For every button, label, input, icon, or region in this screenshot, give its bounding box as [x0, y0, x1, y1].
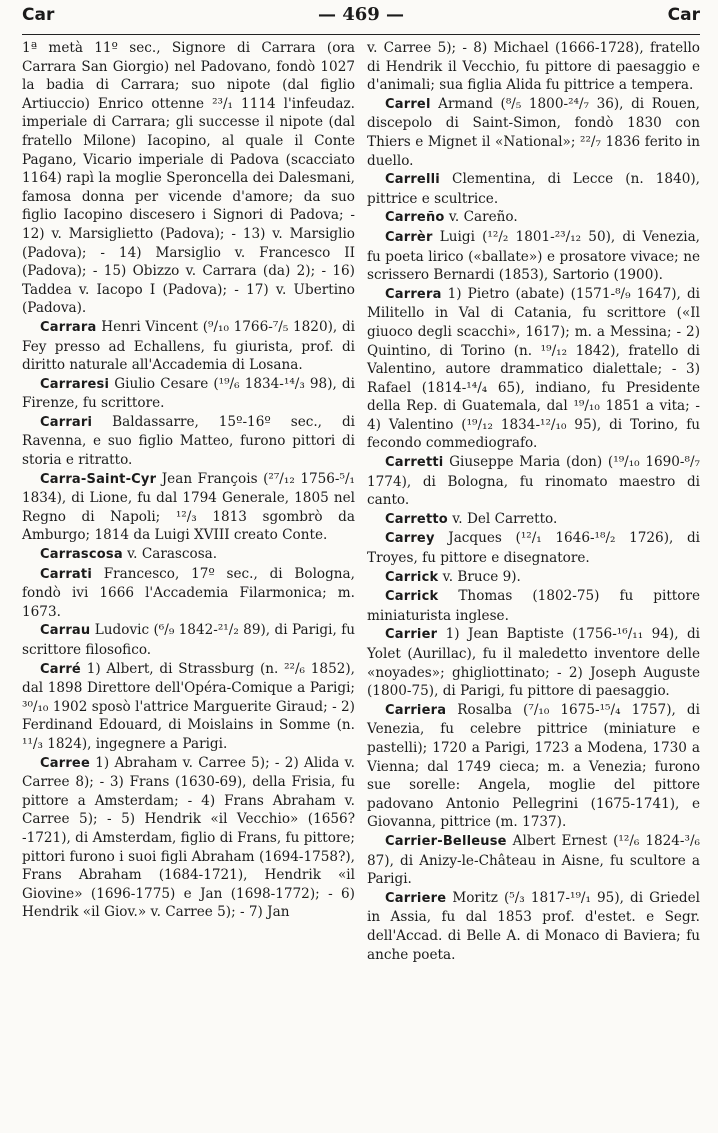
- entry-headword: Carrier: [385, 627, 438, 643]
- dictionary-entry: [367, 701, 700, 832]
- entry-text: Albert Ernest (¹²/₆ 1824-³/₆ 87), di Anizy-le-Château in Aisne, fu scultore a Parigi.: [367, 832, 700, 888]
- entry-text: 1ª metà 11º sec., Signore di Carrara (ora Carrara San Giorgio) nel Padovano, fondò 1027 la badia di Carrara; suo nipote (dal figlio Artiuccio) Enrico ottenne ²³/₁ 1114 l'infeudaz. imperiale di Carrara; gli successe il nipote (dal fratello Milone) Iacopino, al quale il Conte Pagano, Vicario imperiale di Padova (scacciato 1164) rapì la moglie Speroncella dei Dalesmani, famosa donna per vicende d'amore; da suo figlio Iacopino discesero i Signori di Padova; - 12) v. Marsiglietto (Padova); - 13) v. Marsiglio (Padova); - 14) Marsiglio v. Francesco II (Padova); - 15) Obizzo v. Carrara (da) 2); - 16) Taddea v. Iacopo I (Padova); - 17) v. Ubertino (Padova).: [22, 40, 355, 317]
- dictionary-entry: [22, 318, 355, 375]
- dictionary-entry: [367, 529, 700, 567]
- entry-text: v. Bruce 9).: [438, 568, 521, 585]
- dictionary-entry: [367, 587, 700, 625]
- entry-text: 1) Abraham v. Carree 5); - 2) Alida v. Carree 8); - 3) Frans (1630-69), della Frisia, fu pittore a Amsterdam; - 4) Frans Abraham v. Carree 5); - 5) Hendrik «il Vecchio» (1656?-1721), di Amsterdam, figlio di Frans, fu pittore; pittori furono i suoi figli Abraham (1694-1758?), Frans Abraham (1684-1721), Hendrik «il Giovine» (1696-1775) e Jan (1698-1772); - 6) Hendrik «il Giov.» v. Carree 5); - 7) Jan: [22, 754, 355, 921]
- entry-headword: Carrèr: [385, 229, 433, 245]
- entry-text: Luigi (¹²/₂ 1801-²³/₁₂ 50), di Venezia, fu poeta lirico («ballate») e prosatore vivace; ne scrissero Bernardi (1853), Sartorio (1900).: [367, 228, 700, 284]
- entry-text: Rosalba (⁷/₁₀ 1675-¹⁵/₄ 1757), di Venezia, fu celebre pittrice (miniature e pastelli); 1720 a Parigi, 1723 a Modena, 1730 a Vienna; dal 1749 cieca; m. a Venezia; furono sue sorelle: Angela, moglie del pittore padovano Antonio Pellegrini (1675-1741), e Giovanna, pittrice (m. 1737).: [367, 701, 700, 831]
- entry-text: Jean François (²⁷/₁₂ 1756-⁵/₁ 1834), di Lione, fu dal 1794 Generale, 1805 nel Regno di Napoli; ¹²/₃ 1813 sgombrò da Amburgo; 1814 da Luigi XVIII creato Conte.: [22, 470, 355, 544]
- entry-text: Baldassarre, 15º-16º sec., di Ravenna, e suo figlio Matteo, furono pittori di storia e ritratto.: [22, 413, 355, 469]
- dictionary-entry: [367, 510, 700, 530]
- entry-headword: Carree: [40, 755, 90, 771]
- dictionary-entry: [367, 95, 700, 170]
- entry-text: v. Carascosa.: [122, 546, 218, 563]
- entry-headword: Carrick: [385, 569, 439, 585]
- page-header: [22, 4, 700, 32]
- entry-text: 1) Pietro (abate) (1571-⁸/₉ 1647), di Militello in Val di Catania, fu scrittore («Il giuoco degli scacchi», 1617); m. a Messina; - 2) Quintino, di Torino (n. ¹⁹/₁₂ 1842), fratello di Valentino, autore drammatico dialettale; - 3) Rafael (1814-¹⁴/₄ 65), indiano, fu Presidente della Rep. di Guatemala, dal ¹⁹/₁₀ 1851 a vita; - 4) Valentino (¹⁹/₁₂ 1834-¹²/₁₀ 95), di Torino, fu fecondo commediografo.: [367, 285, 700, 452]
- entry-text: Giuseppe Maria (don) (¹⁹/₁₀ 1690-⁸/₇ 1774), di Bologna, fu rinomato maestro di canto.: [367, 454, 700, 509]
- dictionary-entry: [367, 228, 700, 285]
- entry-headword: Carra-Saint-Cyr: [40, 471, 157, 487]
- entry-headword: Carrelli: [385, 172, 440, 188]
- entry-headword: Carrascosa: [40, 547, 123, 563]
- dictionary-entry: [22, 621, 355, 659]
- dictionary-entry: [22, 375, 355, 413]
- entry-headword: Carrier-Belleuse: [385, 833, 507, 849]
- right-guide-word: Car: [667, 5, 700, 25]
- left-column: [22, 39, 355, 964]
- entry-headword: Carrick: [385, 589, 439, 605]
- header-rule: [22, 34, 700, 35]
- entry-headword: Carrera: [385, 286, 442, 302]
- dictionary-entry: [22, 754, 355, 922]
- entry-headword: Carrel: [385, 96, 431, 112]
- dictionary-entry: [22, 39, 355, 318]
- entry-headword: Carriera: [385, 702, 447, 718]
- right-column: [367, 39, 700, 964]
- entry-text: Ludovic (⁶/₉ 1842-²¹/₂ 89), di Parigi, fu scrittore filosofico.: [22, 622, 355, 658]
- entry-headword: Carreño: [385, 210, 445, 226]
- dictionary-entry: [22, 545, 355, 565]
- dictionary-entry: [367, 453, 700, 510]
- left-guide-word: Car: [22, 5, 55, 25]
- dictionary-entry: [367, 832, 700, 889]
- entry-headword: Carrau: [40, 623, 91, 639]
- columns: [22, 39, 700, 964]
- entry-headword: Carrara: [40, 319, 97, 335]
- dictionary-entry: [367, 170, 700, 208]
- entry-headword: Carrey: [385, 531, 435, 547]
- entry-text: Moritz (⁵/₃ 1817-¹⁹/₁ 95), di Griedel in Assia, fu dal 1853 prof. d'estet. e Segr. dell'Accad. di Belle A. di Monaco di Baviera; fu anche poeta.: [367, 889, 700, 963]
- entry-text: v. Carree 5); - 8) Michael (1666-1728), fratello di Hendrik il Vecchio, fu pittore di paesaggio e d'animali; sua figlia Alida fu pittrice a tempera.: [367, 40, 700, 94]
- dictionary-entry: [367, 39, 700, 95]
- entry-text: 1) Jean Baptiste (1756-¹⁶/₁₁ 94), di Yolet (Aurillac), fu il maledetto inventore delle «noyades»; ghigliottinato; - 2) Joseph Auguste (1800-75), di Parigi, fu pittore di paesaggio.: [367, 626, 700, 700]
- entry-text: Armand (⁸/₅ 1800-²⁴/₇ 36), di Rouen, discepolo di Saint-Simon, fondò 1830 con Thiers e Mignet il «National»; ²²/₇ 1836 ferito in duello.: [367, 95, 700, 169]
- entry-text: v. Careño.: [444, 209, 518, 226]
- entry-text: Giulio Cesare (¹⁹/₆ 1834-¹⁴/₃ 98), di Firenze, fu scrittore.: [22, 375, 355, 412]
- dictionary-entry: [22, 470, 355, 545]
- entry-headword: Carraresi: [40, 376, 110, 392]
- dictionary-entry: [367, 208, 700, 228]
- entry-text: Thomas (1802-75) fu pittore miniaturista inglese.: [367, 588, 700, 624]
- dictionary-entry: [367, 285, 700, 453]
- dictionary-entry: [22, 565, 355, 622]
- entry-text: Jacques (¹²/₁ 1646-¹⁸/₂ 1726), di Troyes, fu pittore e disegnatore.: [367, 530, 700, 567]
- entry-headword: Carriere: [385, 890, 447, 906]
- entry-text: Francesco, 17º sec., di Bologna, fondò ivi 1666 l'Accademia Filarmonica; m. 1673.: [22, 565, 355, 620]
- dictionary-entry: [367, 568, 700, 588]
- dictionary-entry: [22, 660, 355, 754]
- entry-headword: Carrati: [40, 566, 92, 582]
- dictionary-entry: [367, 889, 700, 964]
- entry-headword: Carretti: [385, 455, 444, 471]
- entry-headword: Carretto: [385, 511, 448, 527]
- entry-text: Henri Vincent (⁹/₁₀ 1766-⁷/₅ 1820), di Fey presso ad Echallens, fu giurista, prof. di diritto naturale all'Accademia di Losana.: [22, 318, 355, 374]
- entry-text: v. Del Carretto.: [447, 510, 558, 527]
- dictionary-entry: [367, 625, 700, 700]
- entry-headword: Carré: [40, 661, 81, 677]
- page-number: — 469 —: [317, 4, 405, 25]
- entry-text: 1) Albert, di Strassburg (n. ²²/₆ 1852), dal 1898 Direttore dell'Opéra-Comique a Parigi; ³⁰/₁₀ 1902 sposò l'attrice Marguerite Giraud; - 2) Ferdinand Edouard, di Moislains in Somme (n. ¹¹/₃ 1824), ingegnere a Parigi.: [22, 660, 355, 752]
- entry-text: Clementina, di Lecce (n. 1840), pittrice e scultrice.: [367, 171, 700, 207]
- dictionary-entry: [22, 413, 355, 470]
- entry-headword: Carrari: [40, 414, 93, 430]
